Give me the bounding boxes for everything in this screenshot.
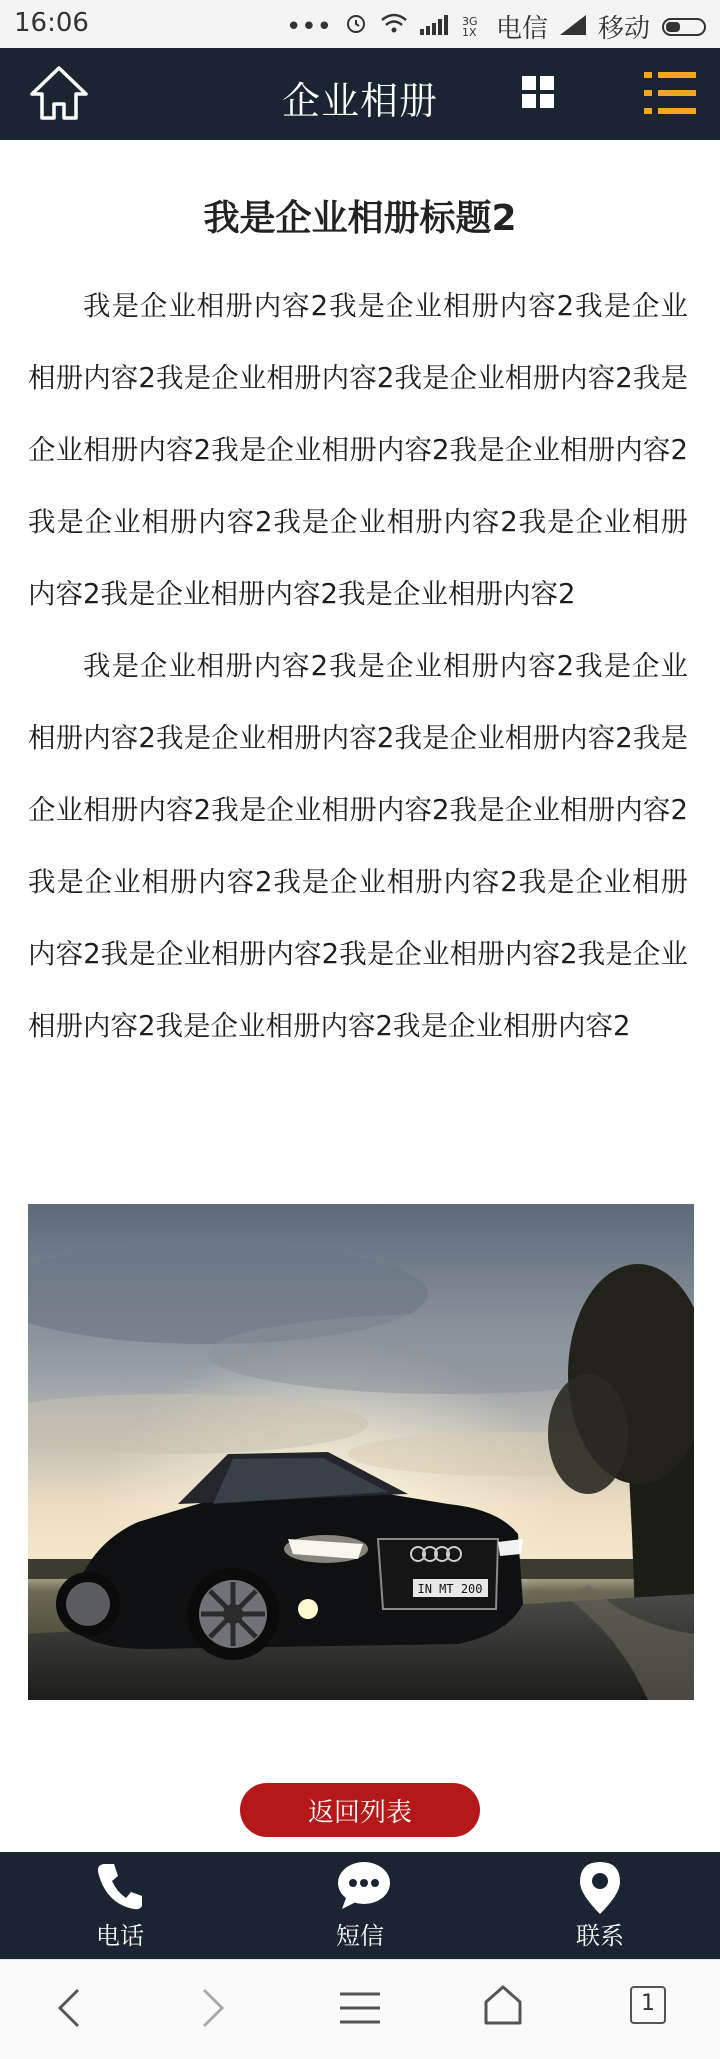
status-bar: [0, 0, 720, 48]
wifi-icon: [380, 12, 408, 42]
article-image: [28, 1204, 694, 1700]
chevron-left-icon: [54, 1986, 84, 2030]
chevron-right-icon: [198, 1986, 228, 2030]
menu-icon: [644, 70, 696, 116]
back-to-list-button[interactable]: 返回列表: [240, 1783, 480, 1837]
sms-icon: [336, 1860, 392, 1910]
home-outline-icon: [482, 1984, 524, 2026]
network-type: 3G 1X: [461, 14, 478, 39]
battery-icon: [662, 18, 706, 36]
phone-button[interactable]: [0, 1852, 240, 1959]
license-plate-text: IN MT 200: [417, 1582, 483, 1596]
hamburger-icon: [338, 1990, 382, 2026]
phone-icon: [96, 1860, 144, 1910]
alarm-icon: [344, 11, 368, 42]
article-paragraph: 我是企业相册内容2我是企业相册内容2我是企业相册内容2我是企业相册内容2我是企业相册内容2我是企业相册内容2我是企业相册内容2我是企业相册内容2我是企业相册内容2我是企业相册内容2我是企业相册内容2我是企业相册内容2我是企业相册内容2我是企业相册内容2我是企业相册内容2我是企业相册内容2: [28, 650, 688, 1042]
carrier-1: 电信: [495, 14, 548, 44]
page-title: 企业相册: [281, 79, 438, 123]
article-paragraph: 我是企业相册内容2我是企业相册内容2我是企业相册内容2我是企业相册内容2我是企业相册内容2我是企业相册内容2我是企业相册内容2我是企业相册内容2我是企业相册内容2我是企业相册内容2我是企业相册内容2我是企业相册内容2我是企业相册内容2: [28, 290, 688, 610]
article-title: 我是企业相册标题2: [203, 198, 517, 239]
carrier-2: 移动: [597, 14, 650, 44]
app-header: [0, 48, 720, 140]
browser-menu-button[interactable]: [338, 1990, 382, 2030]
browser-forward-button[interactable]: [198, 1986, 228, 2034]
contact-label: 联系: [576, 1922, 624, 1950]
signal-icon-1: [420, 12, 450, 42]
tab-switcher-button[interactable]: 1: [630, 1986, 666, 2024]
more-dots-icon: •••: [285, 11, 332, 42]
sms-button[interactable]: [240, 1852, 480, 1959]
menu-button[interactable]: [644, 70, 696, 116]
article-body: [28, 270, 688, 1062]
bottom-action-bar: [0, 1852, 720, 1959]
status-indicators: [286, 8, 706, 45]
grid-button[interactable]: [522, 76, 556, 110]
sms-label: 短信: [336, 1922, 384, 1950]
signal-icon-2: [560, 12, 586, 42]
phone-label: 电话: [96, 1922, 144, 1950]
browser-back-button[interactable]: [54, 1986, 84, 2034]
contact-button[interactable]: [480, 1852, 720, 1959]
location-pin-icon: [576, 1860, 624, 1914]
browser-home-button[interactable]: [482, 1984, 524, 2030]
status-time: 16:06: [14, 8, 89, 38]
system-nav-bar: [0, 1959, 720, 2059]
